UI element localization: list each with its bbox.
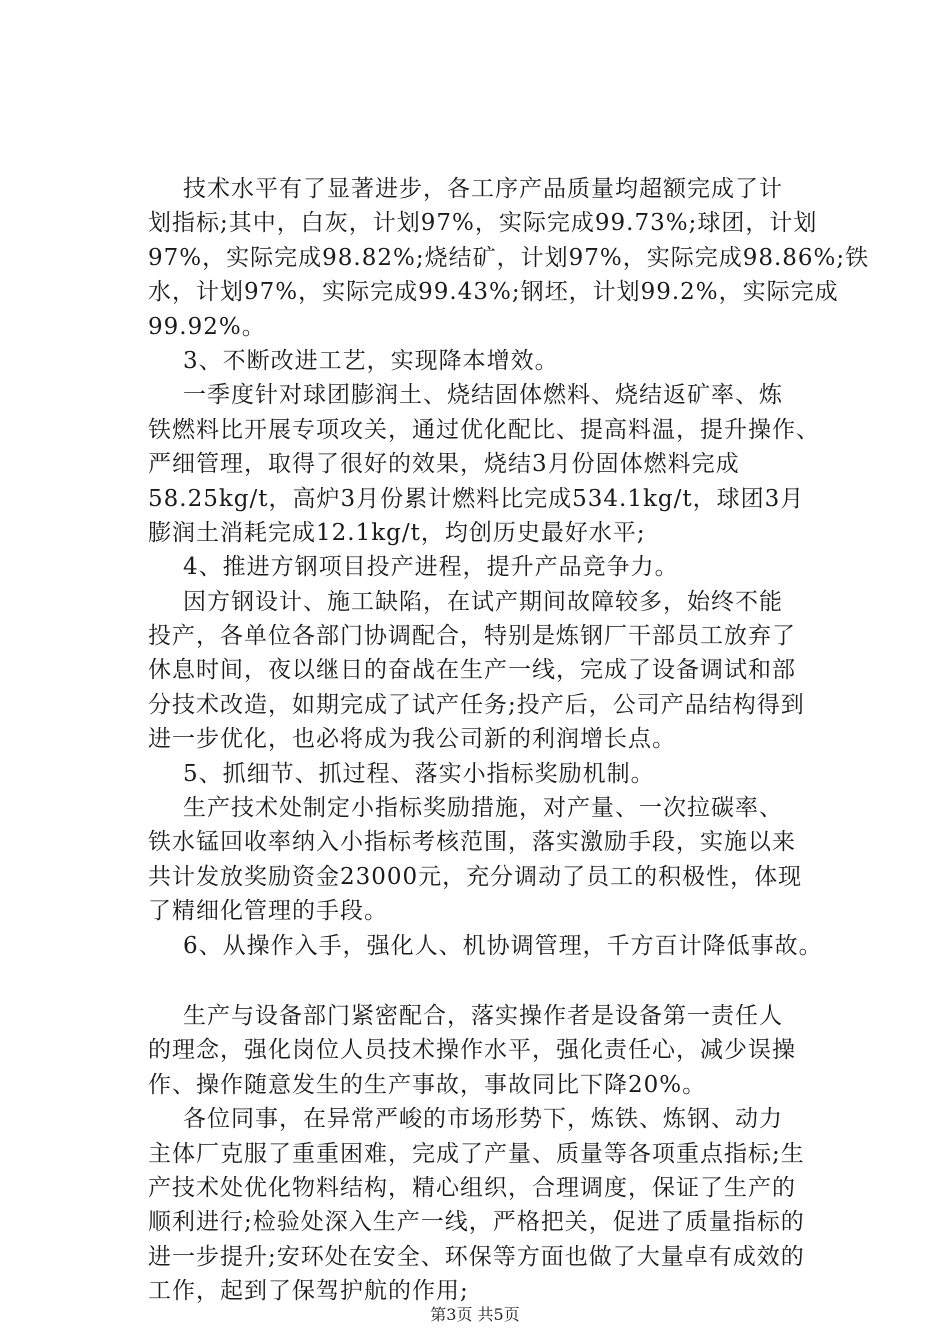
page-footer [0,1305,950,1325]
text-line: 共计发放奖励资金23000元，充分调动了员工的积极性，体现 [148,863,803,890]
section-heading: 6、从操作入手，强化人、机协调管理，千方百计降低事故。 [183,932,823,959]
text-line: 主体厂克服了重重困难，完成了产量、质量等各项重点指标;生 [148,1140,805,1167]
text-line: 分技术改造，如期完成了试产任务;投产后，公司产品结构得到 [148,691,805,718]
section-heading: 4、推进方钢项目投产进程，提升产品竞争力。 [183,554,679,581]
text-line: 水，计划97%，实际完成99.43%;钢坯，计划99.2%，实际完成 [148,279,839,306]
text-line: 休息时间，夜以继日的奋战在生产一线，完成了设备调试和部 [148,657,796,684]
page-number: 第3页 共5页 [430,1305,520,1324]
text-line: 生产与设备部门紧密配合，落实操作者是设备第一责任人 [183,1002,783,1029]
section-heading: 5、抓细节、抓过程、落实小指标奖励机制。 [183,760,655,787]
text-line: 一季度针对球团膨润土、烧结固体燃料、烧结返矿率、炼 [183,382,783,409]
section-heading: 3、不断改进工艺，实现降本增效。 [183,347,559,374]
text-line: 的理念，强化岗位人员技术操作水平，强化责任心，减少误操 [148,1037,796,1064]
text-line: 作、操作随意发生的生产事故，事故同比下降20%。 [148,1071,707,1098]
text-line: 技术水平有了显著进步，各工序产品质量均超额完成了计 [183,176,783,202]
text-line: 58.25kg/t，高炉3月份累计燃料比完成534.1kg/t，球团3月 [148,485,805,512]
text-line: 膨润土消耗完成12.1kg/t，均创历史最好水平; [148,519,646,546]
text-line: 进一步提升;安环处在安全、环保等方面也做了大量卓有成效的 [148,1243,805,1270]
text-line: 各位同事，在异常严峻的市场形势下，炼铁、炼钢、动力 [183,1106,783,1133]
text-line: 铁燃料比开展专项攻关，通过优化配比、提高料温，提升操作、 [148,416,820,443]
document-body [148,172,870,1309]
text-line: 了精细化管理的手段。 [148,898,388,925]
text-line: 进一步优化，也必将成为我公司新的利润增长点。 [148,726,676,753]
paragraph-gap [148,963,848,999]
text-line: 97%，实际完成98.82%;烧结矿，计划97%，实际完成98.86%;铁 [148,244,870,271]
text-line: 投产，各单位各部门协调配合，特别是炼钢厂干部员工放弃了 [148,623,796,650]
text-line: 铁水锰回收率纳入小指标考核范围，落实激励手段，实施以来 [148,829,796,856]
text-line: 顺利进行;检验处深入生产一线，严格把关，促进了质量指标的 [148,1209,805,1236]
text-line: 生产技术处制定小指标奖励措施，对产量、一次拉碳率、 [183,795,783,822]
text-line: 划指标;其中，白灰，计划97%，实际完成99.73%;球团，计划 [148,210,818,237]
text-line: 99.92%。 [148,313,266,340]
text-line: 工作，起到了保驾护航的作用; [148,1278,469,1305]
text-line: 严细管理，取得了很好的效果，烧结3月份固体燃料完成 [148,451,740,478]
text-line: 产技术处优化物料结构，精心组织，合理调度，保证了生产的 [148,1174,796,1201]
text-line: 因方钢设计、施工缺陷，在试产期间故障较多，始终不能 [183,588,783,615]
